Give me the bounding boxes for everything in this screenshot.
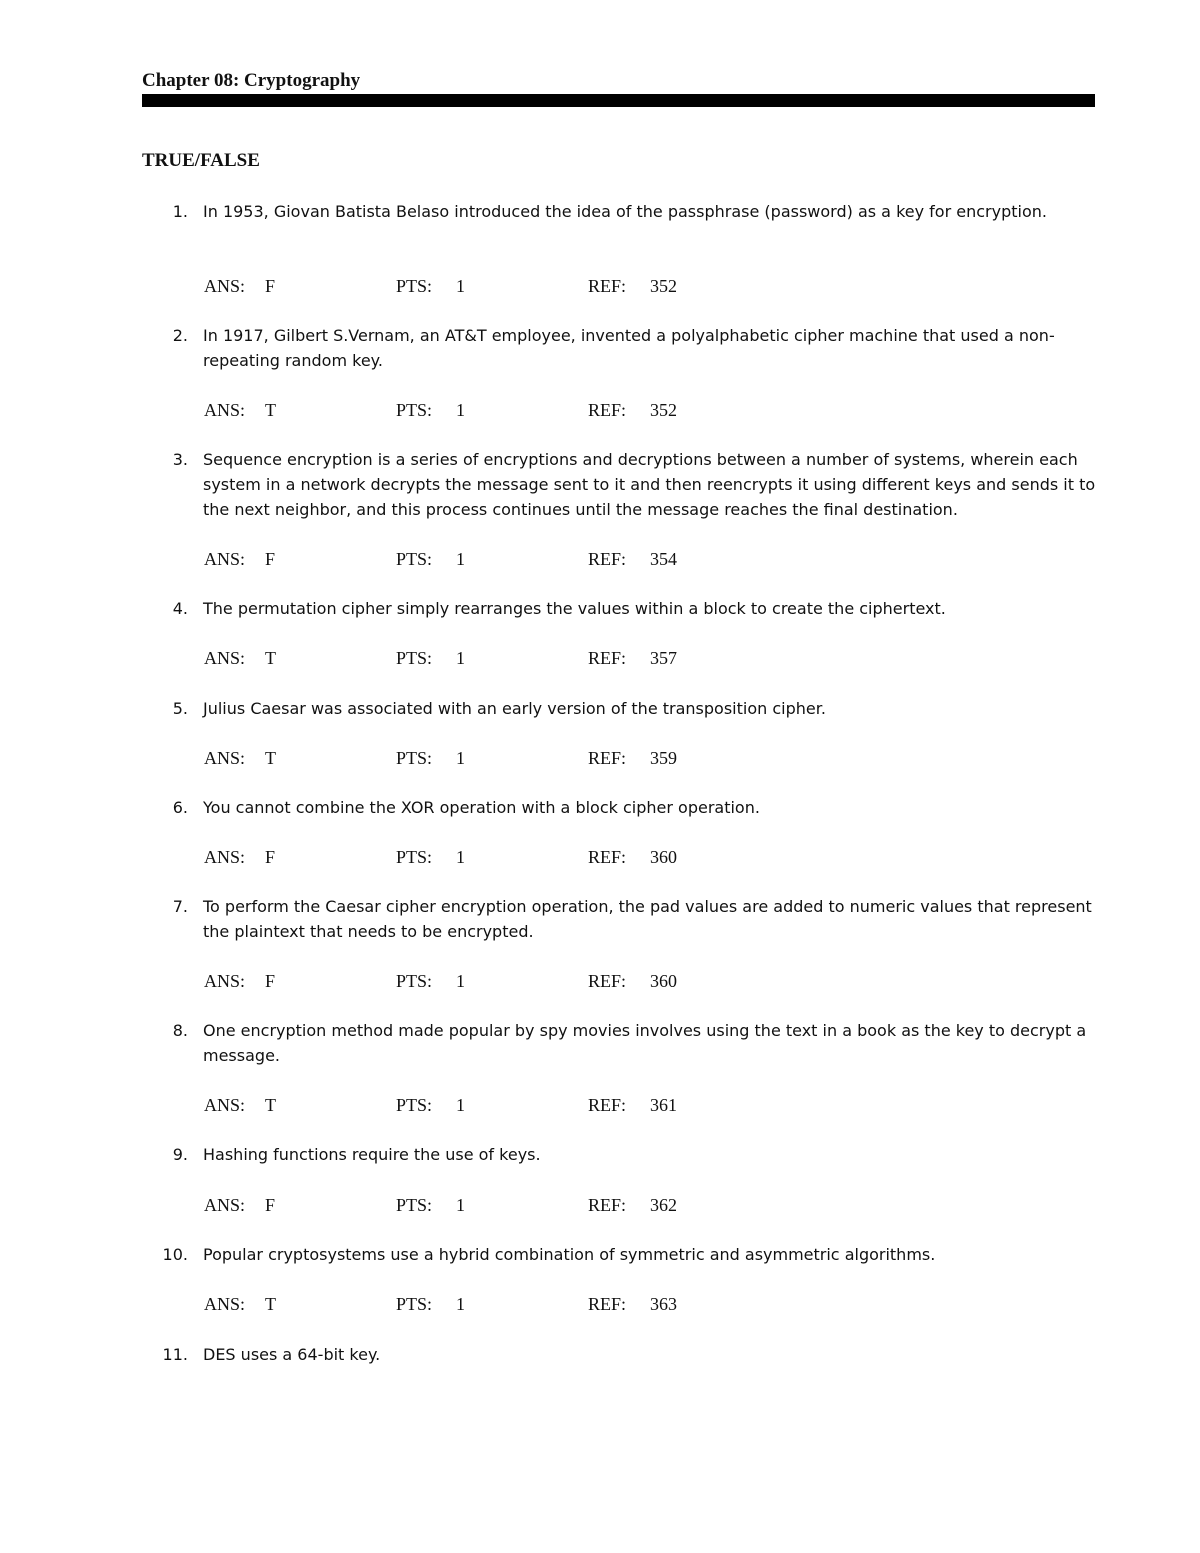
question-text: Julius Caesar was associated with an early version of the transposition cipher.: [203, 699, 826, 718]
ref-value: 357: [650, 648, 677, 668]
question-number: 8.: [172, 1021, 188, 1040]
question-text: DES uses a 64-bit key.: [203, 1345, 381, 1364]
question-number: 5.: [172, 699, 188, 718]
question-text: Sequence encryption is a series of encryptions and decryptions between a number of systems, wherein each system in a network decrypts the message sent to it and then reencrypts it using different keys and sends it to the next neighbor, and this process continues until the message reaches the final destination.: [203, 450, 1096, 519]
ref-value: 354: [650, 549, 677, 569]
question-text: In 1953, Giovan Batista Belaso introduced the idea of the passphrase (password) as a key for encryption.: [203, 202, 1047, 221]
ans-value: T: [265, 1294, 276, 1314]
pts-value: 1: [456, 400, 465, 420]
question-text: Hashing functions require the use of keys.: [203, 1145, 541, 1164]
ans-label: ANS:: [204, 549, 246, 569]
ref-value: 361: [650, 1095, 677, 1115]
question-number: 2.: [172, 326, 188, 345]
pts-label: PTS:: [396, 1294, 433, 1314]
question-text: You cannot combine the XOR operation with a block cipher operation.: [203, 798, 760, 817]
ref-label: REF:: [588, 1095, 627, 1115]
ref-value: 362: [650, 1195, 677, 1215]
question-text: In 1917, Gilbert S.Vernam, an AT&T employee, invented a polyalphabetic cipher machine that used a non-repeating random key.: [203, 326, 1055, 370]
question-number: 1.: [172, 202, 188, 221]
ref-label: REF:: [588, 549, 627, 569]
pts-value: 1: [456, 1294, 465, 1314]
ans-label: ANS:: [204, 748, 246, 768]
pts-label: PTS:: [396, 400, 433, 420]
question-number: 6.: [172, 798, 188, 817]
ans-value: T: [265, 648, 276, 668]
ans-label: ANS:: [204, 847, 246, 867]
ref-value: 360: [650, 971, 677, 991]
pts-value: 1: [456, 748, 465, 768]
ans-value: F: [265, 1195, 276, 1215]
question-text: One encryption method made popular by spy movies involves using the text in a book as the key to decrypt a message.: [203, 1021, 1087, 1065]
ref-value: 352: [650, 276, 677, 296]
ref-label: REF:: [588, 1294, 627, 1314]
title-rule: [142, 94, 1095, 107]
pts-label: PTS:: [396, 1195, 433, 1215]
ref-value: 360: [650, 847, 677, 867]
ref-label: REF:: [588, 748, 627, 768]
ans-label: ANS:: [204, 971, 246, 991]
ans-label: ANS:: [204, 400, 246, 420]
ref-label: REF:: [588, 400, 627, 420]
ans-value: F: [265, 971, 276, 991]
ans-value: F: [265, 549, 276, 569]
section-heading: TRUE/FALSE: [142, 150, 260, 171]
pts-value: 1: [456, 276, 465, 296]
ans-value: F: [265, 276, 276, 296]
pts-value: 1: [456, 1095, 465, 1115]
ans-label: ANS:: [204, 1294, 246, 1314]
chapter-title: Chapter 08: Cryptography: [142, 70, 361, 91]
pts-value: 1: [456, 971, 465, 991]
ans-label: ANS:: [204, 648, 246, 668]
ref-label: REF:: [588, 276, 627, 296]
pts-value: 1: [456, 549, 465, 569]
question-text: The permutation cipher simply rearranges the values within a block to create the ciphertext.: [203, 599, 946, 618]
ans-label: ANS:: [204, 1195, 246, 1215]
ans-label: ANS:: [204, 1095, 246, 1115]
pts-label: PTS:: [396, 648, 433, 668]
pts-value: 1: [456, 648, 465, 668]
question-number: 11.: [162, 1345, 188, 1364]
ref-value: 359: [650, 748, 677, 768]
ref-label: REF:: [588, 648, 627, 668]
question-number: 9.: [172, 1145, 188, 1164]
pts-label: PTS:: [396, 549, 433, 569]
question-number: 4.: [172, 599, 188, 618]
pts-value: 1: [456, 1195, 465, 1215]
question-text: To perform the Caesar cipher encryption operation, the pad values are added to numeric values that represent the plaintext that needs to be encrypted.: [203, 897, 1092, 941]
ans-value: T: [265, 400, 276, 420]
question-number: 3.: [172, 450, 188, 469]
ans-value: F: [265, 847, 276, 867]
ref-value: 363: [650, 1294, 677, 1314]
question-text: Popular cryptosystems use a hybrid combination of symmetric and asymmetric algorithms.: [203, 1245, 936, 1264]
ans-value: T: [265, 1095, 276, 1115]
ref-label: REF:: [588, 847, 627, 867]
pts-label: PTS:: [396, 276, 433, 296]
ref-label: REF:: [588, 971, 627, 991]
pts-value: 1: [456, 847, 465, 867]
ans-label: ANS:: [204, 276, 246, 296]
pts-label: PTS:: [396, 847, 433, 867]
ans-value: T: [265, 748, 276, 768]
pts-label: PTS:: [396, 1095, 433, 1115]
question-number: 7.: [172, 897, 188, 916]
ref-value: 352: [650, 400, 677, 420]
pts-label: PTS:: [396, 971, 433, 991]
question-number: 10.: [162, 1245, 188, 1264]
ref-label: REF:: [588, 1195, 627, 1215]
pts-label: PTS:: [396, 748, 433, 768]
